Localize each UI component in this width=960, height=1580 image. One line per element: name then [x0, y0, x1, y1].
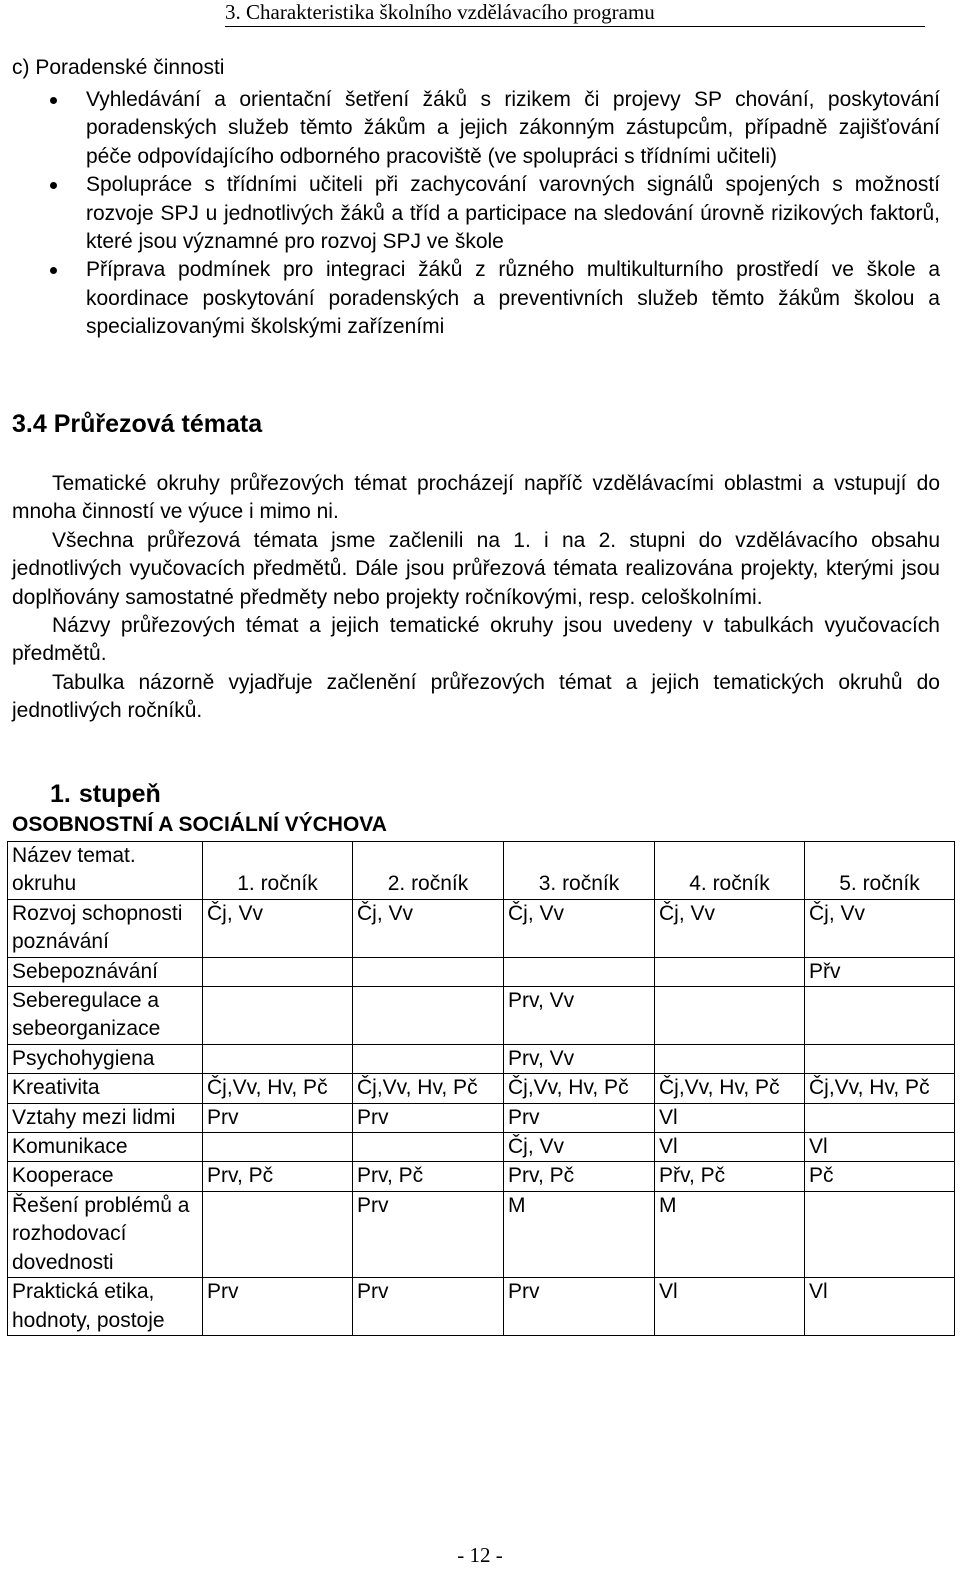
table-cell: Čj, Vv [805, 899, 955, 957]
table-cell [805, 1191, 955, 1277]
table-cell: M [655, 1191, 805, 1277]
header-cell: 1. ročník [203, 842, 353, 900]
header-cell: 4. ročník [655, 842, 805, 900]
table-cell [353, 957, 504, 986]
table-row [8, 1103, 955, 1132]
paragraph: Tematické okruhy průřezových témat procházejí napříč vzdělávacími oblastmi a vstupují do mnoha činností ve výuce i mimo ni. [12, 472, 940, 524]
list-item [50, 171, 940, 256]
table-cell: M [504, 1191, 655, 1277]
table-cell: Seberegulace a sebeorganizace [8, 987, 203, 1045]
table-header-row [8, 842, 955, 900]
table-cell: Čj,Vv, Hv, Pč [203, 1074, 353, 1103]
paragraph: Názvy průřezových témat a jejich tematické okruhy jsou uvedeny v tabulkách vyučovacích předmětů. [12, 614, 940, 666]
table-cell: Čj, Vv [203, 899, 353, 957]
stage-label: stupeň [78, 780, 161, 808]
table-row [8, 899, 955, 957]
table-cell: Rozvoj schopnosti poznávání [8, 899, 203, 957]
bullet-icon [50, 97, 57, 104]
table-row [8, 987, 955, 1045]
table-row [8, 1162, 955, 1191]
list-item-text: Vyhledávání a orientační šetření žáků s rizikem či projevy SP chování, poskytování poradenských služeb těmto žákům a jejich zákonným zástupcům, případně zajišťování péče odpovídajícího odborného pracoviště (ve spolupráci s třídními učiteli) [86, 88, 940, 168]
table-row [8, 1278, 955, 1336]
topics-table [7, 841, 955, 1336]
table-cell: Vl [805, 1278, 955, 1336]
table-cell: Vl [655, 1103, 805, 1132]
table-cell [203, 1044, 353, 1073]
table-cell: Čj,Vv, Hv, Pč [655, 1074, 805, 1103]
table-cell [353, 1133, 504, 1162]
table-cell: Prv [504, 1103, 655, 1132]
table-cell: Čj,Vv, Hv, Pč [353, 1074, 504, 1103]
header-cell: 3. ročník [504, 842, 655, 900]
table-cell: Čj,Vv, Hv, Pč [504, 1074, 655, 1103]
table-cell [805, 1044, 955, 1073]
section-heading: 3.4 Průřezová témata [12, 410, 263, 438]
poradenske-list [50, 86, 940, 342]
paragraph: Tabulka názorně vyjadřuje začlenění průřezových témat a jejich tematických okruhů do jednotlivých ročníků. [12, 670, 940, 723]
table-cell [504, 957, 655, 986]
table-cell: Prv [203, 1103, 353, 1132]
table-cell: Prv [504, 1278, 655, 1336]
list-item-text: Spolupráce s třídními učiteli při zachycování varovných signálů spojených s možností rozvoje SPJ u jednotlivých žáků a tříd a participace na sledování úrovně rizikových faktorů, které jsou významné pro rozvoj SPJ ve škole [86, 173, 940, 254]
table-cell: Kreativita [8, 1074, 203, 1103]
page-number: - 12 - [457, 1543, 503, 1567]
table-row [8, 1074, 955, 1103]
table-cell: Vl [805, 1133, 955, 1162]
paragraph: Všechna průřezová témata jsme začlenili na 1. i na 2. stupni do vzdělávacího obsahu jednotlivých vyučovacích předmětů. Dále jsou průřezová témata realizována projekty, kterými jsou doplňovány samostatné předměty nebo projekty ročníkovými, resp. celoškolními. [12, 528, 940, 609]
table-cell: Vztahy mezi lidmi [8, 1103, 203, 1132]
table-cell: Prv, Pč [353, 1162, 504, 1191]
table-cell [203, 1191, 353, 1277]
table-cell: Čj, Vv [353, 899, 504, 957]
bullet-icon [50, 267, 57, 274]
table-cell: Vl [655, 1278, 805, 1336]
table-row [8, 1191, 955, 1277]
table-cell [353, 1044, 504, 1073]
header-cell: 2. ročník [353, 842, 504, 900]
table-cell: Komunikace [8, 1133, 203, 1162]
table-row [8, 1044, 955, 1073]
table-cell: Řešení problémů a rozhodovací dovednosti [8, 1191, 203, 1277]
table-cell: Pč [805, 1162, 955, 1191]
header-title: 3. Charakteristika školního vzdělávacího programu [225, 0, 655, 24]
table-cell: Prv [353, 1103, 504, 1132]
table-cell [353, 987, 504, 1045]
table-cell: Přv [805, 957, 955, 986]
table-cell: Psychohygiena [8, 1044, 203, 1073]
table-cell [203, 987, 353, 1045]
table-cell [655, 987, 805, 1045]
table-cell: Sebepoznávání [8, 957, 203, 986]
table-title: OSOBNOSTNÍ A SOCIÁLNÍ VÝCHOVA [12, 813, 387, 836]
table-cell: Prv, Pč [504, 1162, 655, 1191]
table-cell [203, 957, 353, 986]
header-cell: 5. ročník [805, 842, 955, 900]
table-cell: Čj,Vv, Hv, Pč [805, 1074, 955, 1103]
table-cell: Praktická etika, hodnoty, postoje [8, 1278, 203, 1336]
table-cell [805, 1103, 955, 1132]
section-body [12, 470, 940, 726]
list-item [50, 256, 940, 341]
table-cell [655, 957, 805, 986]
table-cell [203, 1133, 353, 1162]
table-cell: Kooperace [8, 1162, 203, 1191]
table-cell [655, 1044, 805, 1073]
table-cell: Přv, Pč [655, 1162, 805, 1191]
stage-heading [50, 780, 161, 809]
table-cell: Čj, Vv [504, 1133, 655, 1162]
table-cell: Prv [353, 1191, 504, 1277]
table-cell: Prv, Pč [203, 1162, 353, 1191]
table-row [8, 957, 955, 986]
section-c-title: c) Poradenské činnosti [12, 56, 225, 79]
bullet-icon [50, 182, 57, 189]
table-cell: Čj, Vv [655, 899, 805, 957]
table-cell: Prv [353, 1278, 504, 1336]
table-cell: Prv, Vv [504, 987, 655, 1045]
table-row [8, 1133, 955, 1162]
list-item-text: Příprava podmínek pro integraci žáků z různého multikulturního prostředí ve škole a koordinace poskytování poradenských a preventivních služeb těmto žákům školou a specializovanými školskými zařízeními [86, 258, 940, 339]
stage-number: 1. [50, 780, 71, 808]
header-cell: Název temat. okruhu [8, 842, 203, 900]
page-header [225, 0, 925, 30]
header-rule [225, 26, 925, 27]
table-cell [805, 987, 955, 1045]
table-cell: Prv [203, 1278, 353, 1336]
table-cell: Čj, Vv [504, 899, 655, 957]
table-cell: Prv, Vv [504, 1044, 655, 1073]
list-item [50, 86, 940, 171]
table-cell: Vl [655, 1133, 805, 1162]
